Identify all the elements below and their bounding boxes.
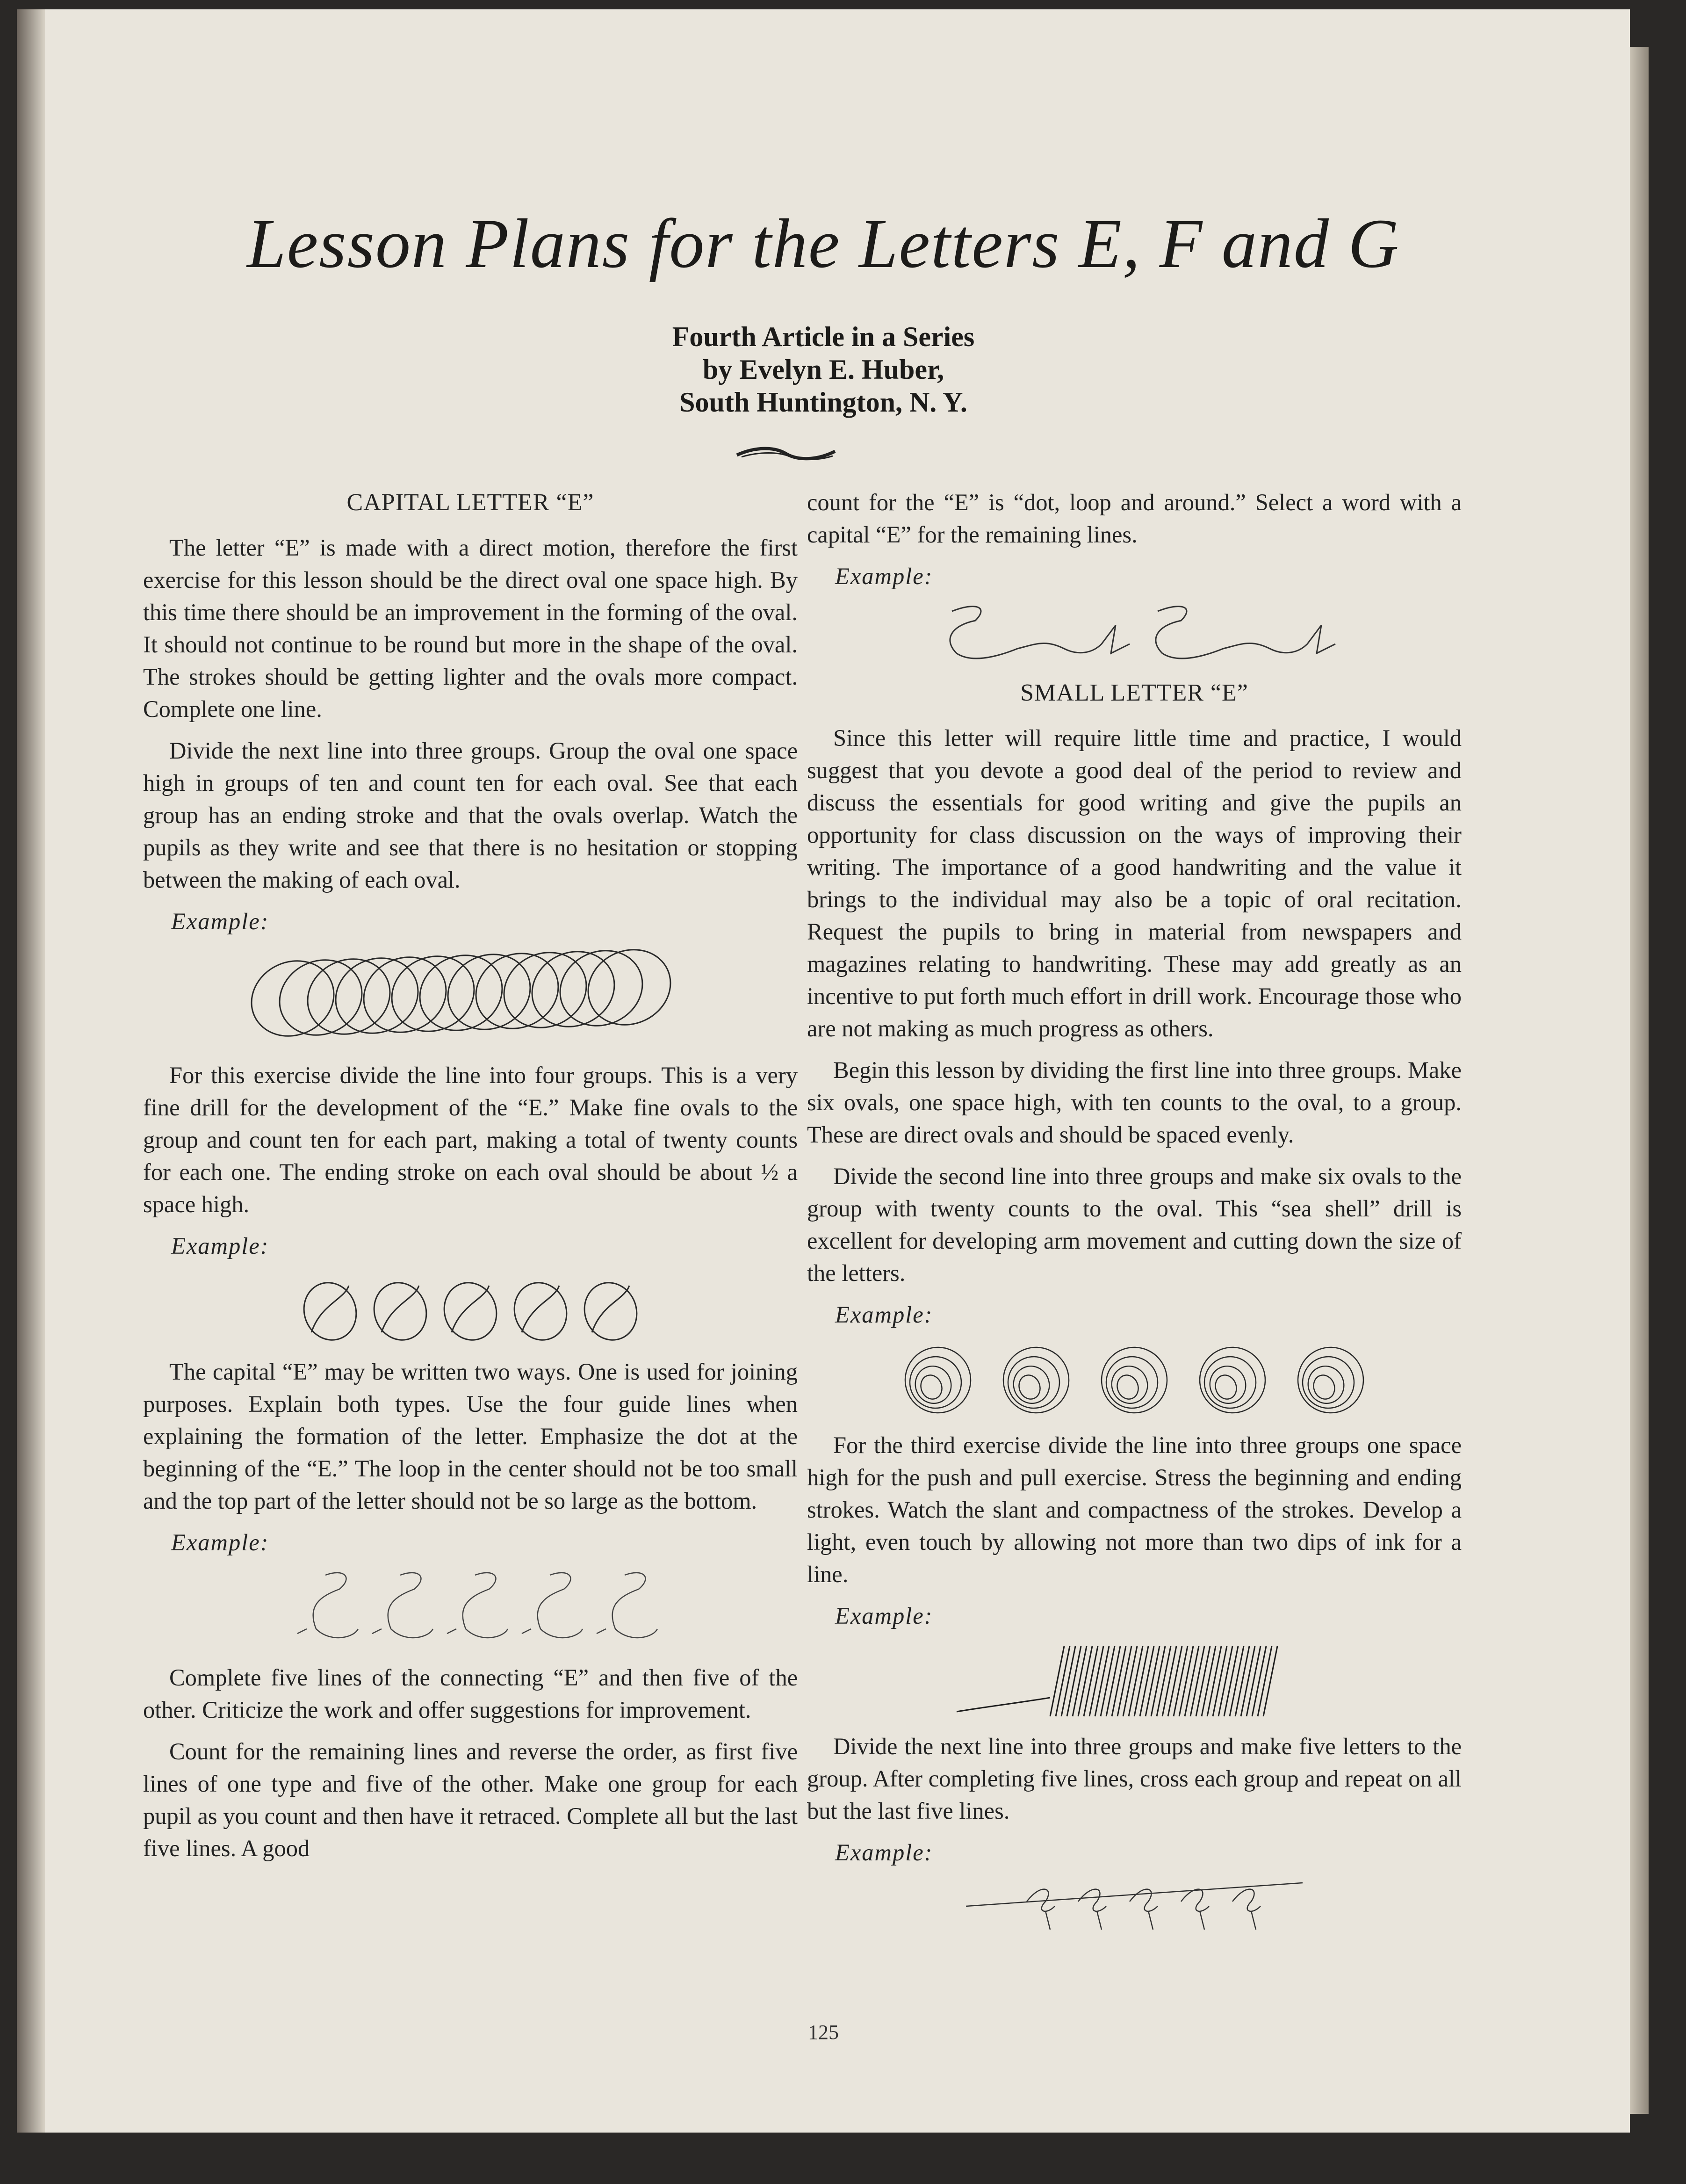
- byline-line: by Evelyn E. Huber,: [702, 354, 944, 385]
- example-label: Example:: [835, 563, 933, 589]
- paragraph: The letter “E” is made with a direct motion, therefore the first exercise for this lesson should be the direct oval one space high. By this time there should be an improvement in the forming of the oval. It should not continue to be round but more in the shape of the oval. The strokes should be getting lighter and the ovals more compact. Complete one line.: [143, 535, 798, 722]
- east-script-illustration: [924, 597, 1345, 667]
- paragraph: Divide the next line into three groups. Group the oval one space high in groups of ten and count ten for each oval. See that each group has an ending stroke and that the ovals overlap. Watch the pupils as they write and see that there is no hesitation or stopping between the making of each oval.: [143, 738, 798, 893]
- paragraph: Divide the second line into three groups and make six ovals to the group with twenty counts to the oval. This “sea shell” drill is excellent for developing arm movement and cutting down the size of the letters.: [807, 1163, 1462, 1286]
- page-number: 125: [808, 2021, 839, 2044]
- example-label: Example:: [835, 1302, 933, 1328]
- paragraph: Divide the next line into three groups and make five letters to the group. After completing five lines, cross each group and repeat on all but the last five lines.: [807, 1733, 1462, 1824]
- article-byline: [17, 320, 1630, 419]
- paragraph: For this exercise divide the line into four groups. This is a very fine drill for the development of the “E.” Make fine ovals to the group and count ten for each part, making a total of twenty counts for each one. The ending stroke on each oval should be about ½ a space high.: [143, 1062, 798, 1217]
- capital-e-letters-illustration: [279, 1563, 662, 1652]
- ornament-divider-icon: [732, 442, 840, 465]
- example-label: Example:: [835, 1839, 933, 1866]
- small-e-crossed-group-illustration: [957, 1873, 1312, 1939]
- example-label: Example:: [171, 908, 269, 934]
- script-words-text: East East: [1125, 663, 1144, 667]
- byline-line: South Huntington, N. Y.: [679, 387, 967, 418]
- paragraph: Since this letter will require little time and practice, I would suggest that you devote a good deal of the period to review and discuss the essentials for good writing and give the pupils an opportunity for class discussion on the ways of improving their writing. The importance of a good handwriting and the value it brings to the individual may also be a topic of oral recitation. Request the pupils to bring in material from newspapers and magazines relating to handwriting. These may add greatly as an incentive to put forth much effort in drill work. Encourage those who are not making as much progress as others.: [807, 725, 1462, 1041]
- example-label: Example:: [171, 1233, 269, 1259]
- paragraph: For the third exercise divide the line into three groups one space high for the push and pull exercise. Stress the beginning and ending strokes. Watch the slant and compactness of the strokes. Develop a light, even touch by allowing not more than two dips of ink for a line.: [807, 1432, 1462, 1587]
- article-title: Lesson Plans for the Letters E, F and G: [247, 205, 1400, 282]
- left-column: [143, 486, 798, 1874]
- section-heading: SMALL LETTER “E”: [1020, 680, 1248, 706]
- paragraph: The capital “E” may be written two ways. One is used for joining purposes. Explain both types. Use the four guide lines when explaining the formation of the letter. Emphasize the dot at the beginning of the “E.” The loop in the center should not be too small and the top part of the letter should not be so large as the bottom.: [143, 1359, 798, 1514]
- example-label: Example:: [171, 1529, 269, 1555]
- capital-e-ovals-illustration: [293, 1267, 648, 1346]
- book-page: [17, 9, 1630, 2133]
- paragraph: Begin this lesson by dividing the first line into three groups. Make six ovals, one space high, with ten counts to the oval, to a group. These are direct ovals and should be spaced evenly.: [807, 1057, 1462, 1148]
- section-heading: CAPITAL LETTER “E”: [346, 489, 594, 516]
- right-column: [807, 486, 1462, 1948]
- overlapping-ovals-drill-illustration: [241, 942, 699, 1050]
- push-pull-drill-illustration: [947, 1637, 1321, 1721]
- paragraph: count for the “E” is “dot, loop and around.” Select a word with a capital “E” for the remaining lines.: [807, 489, 1462, 548]
- book-spine-edge: [1630, 47, 1649, 2114]
- example-label: Example:: [835, 1603, 933, 1629]
- sea-shell-ovals-illustration: [886, 1336, 1382, 1420]
- paragraph: Count for the remaining lines and reverse the order, as first five lines of one type and five of the other. Make one group for each pupil as you count and then have it retraced. Complete all but the last five lines. A good: [143, 1738, 798, 1861]
- byline-line: Fourth Article in a Series: [672, 321, 975, 352]
- paragraph: Complete five lines of the connecting “E” and then five of the other. Criticize the work and offer suggestions for improvement.: [143, 1664, 798, 1723]
